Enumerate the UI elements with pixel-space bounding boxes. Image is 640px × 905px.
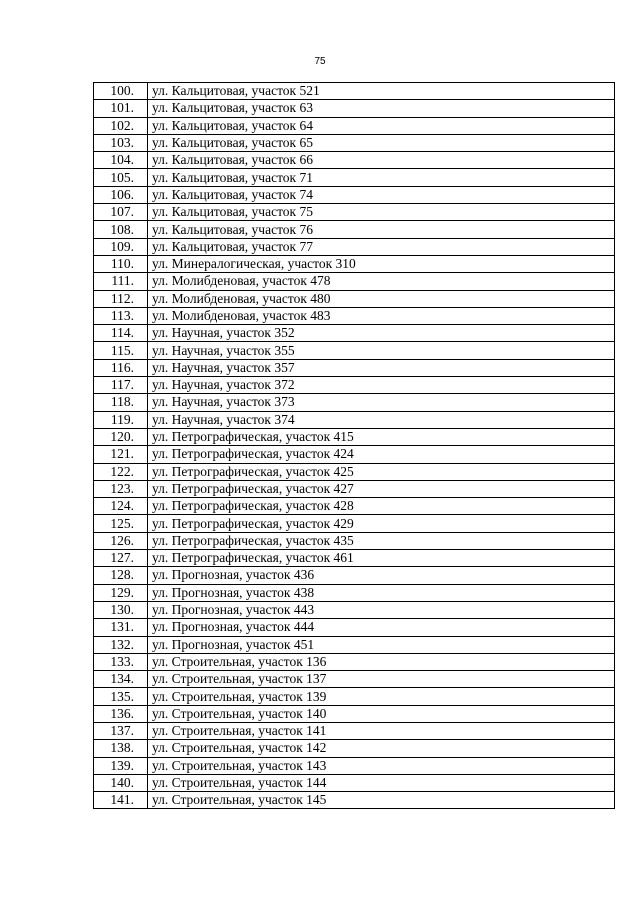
table-row	[94, 411, 615, 428]
address-table	[93, 82, 615, 809]
row-number: 135.	[94, 688, 148, 705]
row-number: 139.	[94, 757, 148, 774]
table-row	[94, 221, 615, 238]
row-number: 106.	[94, 186, 148, 203]
table-row	[94, 134, 615, 151]
table-row	[94, 377, 615, 394]
table-row	[94, 584, 615, 601]
table-row	[94, 290, 615, 307]
row-address: ул. Прогнозная, участок 444	[148, 619, 615, 636]
row-address: ул. Научная, участок 357	[148, 359, 615, 376]
table-row	[94, 705, 615, 722]
row-address: ул. Петрографическая, участок 429	[148, 515, 615, 532]
row-address: ул. Научная, участок 374	[148, 411, 615, 428]
row-number: 114.	[94, 325, 148, 342]
table-row	[94, 567, 615, 584]
row-address: ул. Кальцитовая, участок 521	[148, 83, 615, 100]
table-row	[94, 169, 615, 186]
table-row	[94, 515, 615, 532]
row-number: 131.	[94, 619, 148, 636]
table-row	[94, 722, 615, 739]
table-row	[94, 186, 615, 203]
table-row	[94, 671, 615, 688]
row-address: ул. Прогнозная, участок 436	[148, 567, 615, 584]
row-number: 141.	[94, 792, 148, 809]
row-number: 122.	[94, 463, 148, 480]
table-row	[94, 463, 615, 480]
row-number: 120.	[94, 428, 148, 445]
row-number: 109.	[94, 238, 148, 255]
table-row	[94, 792, 615, 809]
row-address: ул. Строительная, участок 145	[148, 792, 615, 809]
table-row	[94, 255, 615, 272]
row-address: ул. Строительная, участок 140	[148, 705, 615, 722]
row-address: ул. Прогнозная, участок 443	[148, 601, 615, 618]
row-number: 132.	[94, 636, 148, 653]
row-number: 100.	[94, 83, 148, 100]
row-number: 124.	[94, 498, 148, 515]
row-address: ул. Прогнозная, участок 451	[148, 636, 615, 653]
table-row	[94, 273, 615, 290]
row-number: 103.	[94, 134, 148, 151]
row-number: 123.	[94, 480, 148, 497]
table-row	[94, 653, 615, 670]
row-number: 129.	[94, 584, 148, 601]
row-address: ул. Кальцитовая, участок 77	[148, 238, 615, 255]
row-address: ул. Прогнозная, участок 438	[148, 584, 615, 601]
row-address: ул. Строительная, участок 139	[148, 688, 615, 705]
row-number: 105.	[94, 169, 148, 186]
row-number: 130.	[94, 601, 148, 618]
row-number: 125.	[94, 515, 148, 532]
row-number: 134.	[94, 671, 148, 688]
row-number: 128.	[94, 567, 148, 584]
row-address: ул. Строительная, участок 141	[148, 722, 615, 739]
table-row	[94, 307, 615, 324]
table-row	[94, 774, 615, 791]
row-number: 118.	[94, 394, 148, 411]
table-row	[94, 152, 615, 169]
page-number: 75	[314, 56, 326, 67]
row-number: 111.	[94, 273, 148, 290]
row-number: 121.	[94, 446, 148, 463]
row-number: 102.	[94, 117, 148, 134]
table-row	[94, 359, 615, 376]
table-row	[94, 238, 615, 255]
row-address: ул. Кальцитовая, участок 74	[148, 186, 615, 203]
row-address: ул. Петрографическая, участок 435	[148, 532, 615, 549]
table-body	[94, 83, 615, 809]
table-row	[94, 619, 615, 636]
table-row	[94, 83, 615, 100]
row-number: 119.	[94, 411, 148, 428]
table-row	[94, 446, 615, 463]
row-number: 107.	[94, 204, 148, 221]
row-number: 116.	[94, 359, 148, 376]
row-number: 115.	[94, 342, 148, 359]
table-row	[94, 342, 615, 359]
row-address: ул. Петрографическая, участок 428	[148, 498, 615, 515]
row-number: 112.	[94, 290, 148, 307]
table-row	[94, 688, 615, 705]
table-row	[94, 740, 615, 757]
table-row	[94, 100, 615, 117]
row-address: ул. Кальцитовая, участок 75	[148, 204, 615, 221]
row-number: 127.	[94, 550, 148, 567]
row-address: ул. Молибденовая, участок 480	[148, 290, 615, 307]
row-address: ул. Кальцитовая, участок 66	[148, 152, 615, 169]
row-address: ул. Минералогическая, участок 310	[148, 255, 615, 272]
table-row	[94, 550, 615, 567]
table-row	[94, 428, 615, 445]
row-address: ул. Молибденовая, участок 478	[148, 273, 615, 290]
row-number: 110.	[94, 255, 148, 272]
table-row	[94, 757, 615, 774]
row-address: ул. Кальцитовая, участок 71	[148, 169, 615, 186]
row-address: ул. Петрографическая, участок 461	[148, 550, 615, 567]
table-row	[94, 532, 615, 549]
row-number: 138.	[94, 740, 148, 757]
row-address: ул. Научная, участок 355	[148, 342, 615, 359]
row-address: ул. Кальцитовая, участок 63	[148, 100, 615, 117]
row-address: ул. Петрографическая, участок 427	[148, 480, 615, 497]
row-number: 101.	[94, 100, 148, 117]
row-number: 104.	[94, 152, 148, 169]
row-address: ул. Кальцитовая, участок 65	[148, 134, 615, 151]
row-address: ул. Петрографическая, участок 425	[148, 463, 615, 480]
table-row	[94, 394, 615, 411]
row-number: 137.	[94, 722, 148, 739]
table-row	[94, 117, 615, 134]
row-address: ул. Научная, участок 352	[148, 325, 615, 342]
row-number: 140.	[94, 774, 148, 791]
row-address: ул. Кальцитовая, участок 64	[148, 117, 615, 134]
row-address: ул. Научная, участок 373	[148, 394, 615, 411]
row-address: ул. Молибденовая, участок 483	[148, 307, 615, 324]
table-row	[94, 498, 615, 515]
table-row	[94, 601, 615, 618]
row-address: ул. Строительная, участок 143	[148, 757, 615, 774]
table-row	[94, 480, 615, 497]
row-number: 117.	[94, 377, 148, 394]
row-address: ул. Кальцитовая, участок 76	[148, 221, 615, 238]
row-address: ул. Строительная, участок 144	[148, 774, 615, 791]
row-address: ул. Петрографическая, участок 415	[148, 428, 615, 445]
table-row	[94, 636, 615, 653]
row-number: 133.	[94, 653, 148, 670]
row-address: ул. Научная, участок 372	[148, 377, 615, 394]
row-address: ул. Петрографическая, участок 424	[148, 446, 615, 463]
row-number: 113.	[94, 307, 148, 324]
table-row	[94, 204, 615, 221]
row-address: ул. Строительная, участок 142	[148, 740, 615, 757]
row-number: 136.	[94, 705, 148, 722]
row-address: ул. Строительная, участок 137	[148, 671, 615, 688]
row-address: ул. Строительная, участок 136	[148, 653, 615, 670]
row-number: 126.	[94, 532, 148, 549]
table-row	[94, 325, 615, 342]
row-number: 108.	[94, 221, 148, 238]
